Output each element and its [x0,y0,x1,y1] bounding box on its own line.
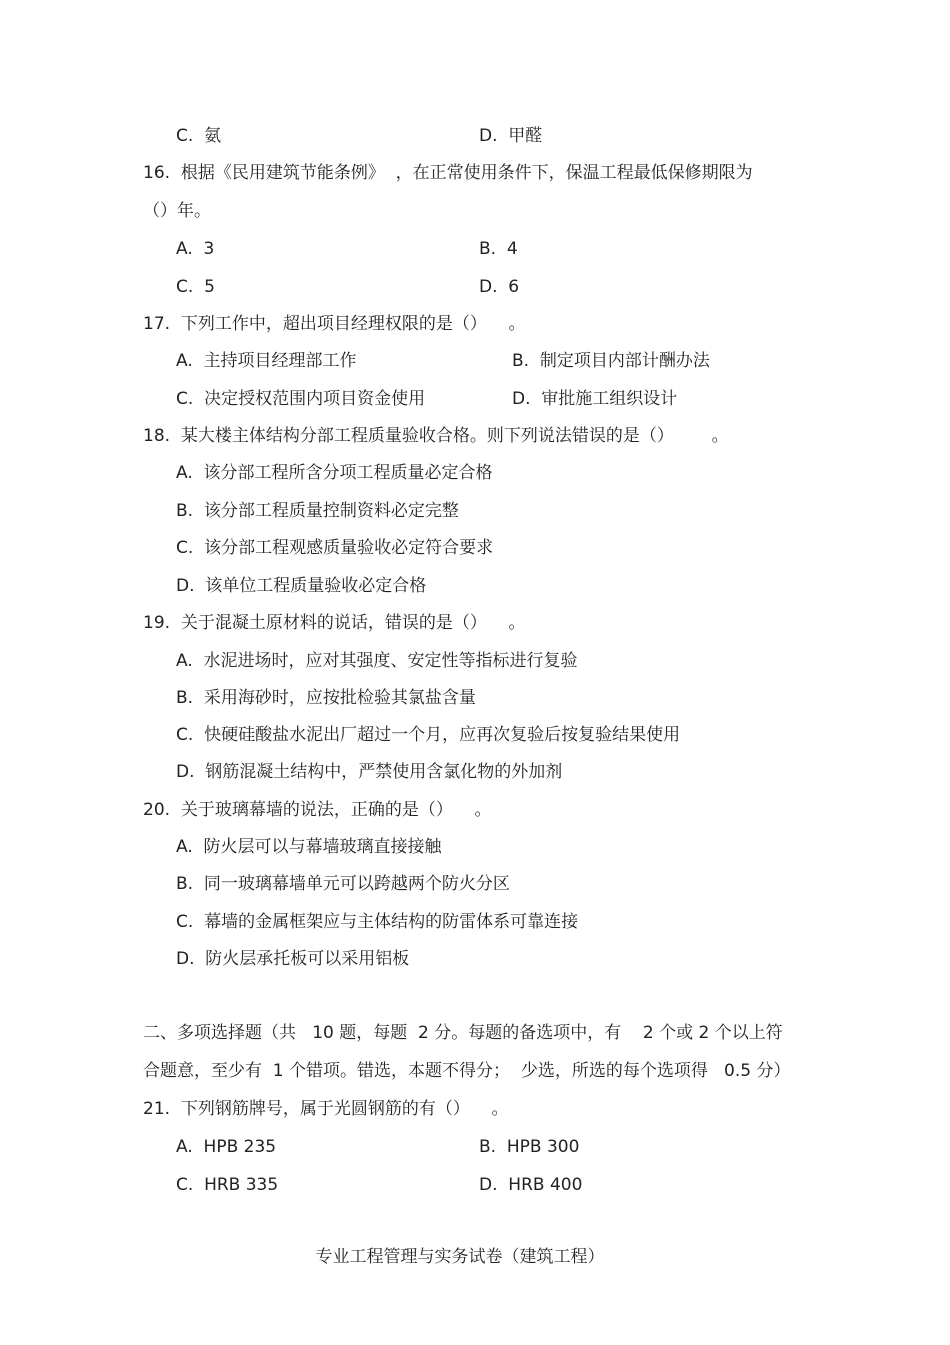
q20-option-c: C. 幕墙的金属框架应与主体结构的防雷体系可靠连接 [176,912,579,932]
q19-option-d: D. 钢筋混凝土结构中，严禁使用含氯化物的外加剂 [176,762,563,782]
q19-option-a: A. 水泥进场时，应对其强度、安定性等指标进行复验 [176,651,578,671]
q20-option-b: B. 同一玻璃幕墙单元可以跨越两个防火分区 [176,874,510,894]
section2-heading-continued: 合题意，至少有 1 个错项。错选，本题不得分； 少选，所选的每个选项得 0.5 分） [143,1061,791,1081]
q16-stem-continued: （）年。 [143,201,211,221]
q21-option-c: C. HRB 335 [176,1175,279,1195]
page-footer: 专业工程管理与实务试卷（建筑工程） [315,1247,605,1267]
q17-stem: 17. 下列工作中，超出项目经理权限的是（） 。 [143,314,526,334]
q18-stem: 18. 某大楼主体结构分部工程质量验收合格。则下列说法错误的是（） 。 [143,426,729,446]
q20-option-a: A. 防火层可以与幕墙玻璃直接接触 [176,837,442,857]
q18-option-b: B. 该分部工程质量控制资料必定完整 [176,501,459,521]
q18-option-d: D. 该单位工程质量验收必定合格 [176,576,427,596]
q20-option-d: D. 防火层承托板可以采用铝板 [176,949,410,969]
q17-option-a: A. 主持项目经理部工作 [176,351,357,371]
q16-option-d: D. 6 [479,277,520,297]
q15-option-c: C. 氨 [176,126,222,146]
q15-option-d: D. 甲醛 [479,126,543,146]
q21-option-d: D. HRB 400 [479,1175,583,1195]
q16-option-b: B. 4 [479,239,518,259]
q18-option-c: C. 该分部工程观感质量验收必定符合要求 [176,538,494,558]
q16-option-a: A. 3 [176,239,215,259]
q20-stem: 20. 关于玻璃幕墙的说法，正确的是（） 。 [143,800,492,820]
q16-option-c: C. 5 [176,277,215,297]
q21-option-a: A. HPB 235 [176,1137,277,1157]
q21-stem: 21. 下列钢筋牌号，属于光圆钢筋的有（） 。 [143,1099,509,1119]
q19-stem: 19. 关于混凝土原材料的说话，错误的是（） 。 [143,613,526,633]
section2-heading: 二、多项选择题（共 10 题，每题 2 分。每题的备选项中，有 2 个或 2 个以上符 [143,1023,783,1043]
q17-option-d: D. 审批施工组织设计 [512,389,678,409]
q17-option-b: B. 制定项目内部计酬办法 [512,351,710,371]
q16-stem: 16. 根据《民用建筑节能条例》 ，在正常使用条件下，保温工程最低保修期限为 [143,163,753,183]
q19-option-b: B. 采用海砂时，应按批检验其氯盐含量 [176,688,476,708]
q19-option-c: C. 快硬硅酸盐水泥出厂超过一个月，应再次复验后按复验结果使用 [176,725,681,745]
q17-option-c: C. 决定授权范围内项目资金使用 [176,389,426,409]
q21-option-b: B. HPB 300 [479,1137,580,1157]
q18-option-a: A. 该分部工程所含分项工程质量必定合格 [176,463,493,483]
